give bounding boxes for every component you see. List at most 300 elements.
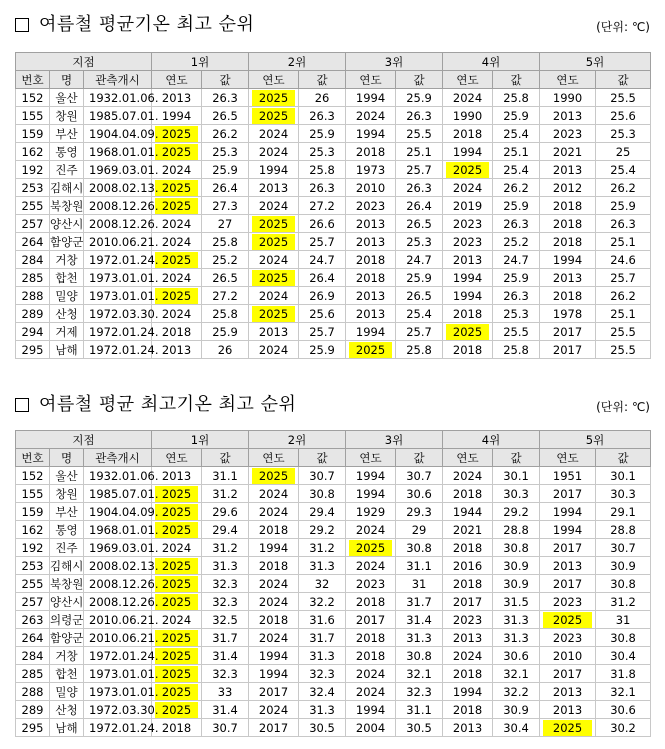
year-value: 2025: [155, 576, 198, 592]
year-value: 2013: [355, 306, 386, 321]
rank-4-year: [443, 539, 493, 557]
rank-4-year: [443, 161, 493, 179]
rank-5-value: 31.8: [596, 665, 651, 683]
rank-4-value: 25.4: [493, 125, 540, 143]
station-number: 152: [16, 467, 50, 485]
table-row: [16, 629, 651, 647]
rank-5-value: 29.1: [596, 503, 651, 521]
table-row: [16, 161, 651, 179]
rank-1-year: [152, 611, 202, 629]
rank-2-value: 31.7: [299, 629, 346, 647]
rank-2-value: 32.3: [299, 665, 346, 683]
rank-5-year: [540, 539, 596, 557]
header-column: 값: [596, 71, 651, 89]
year-value: 2012: [552, 180, 583, 195]
year-value: 2024: [452, 468, 483, 483]
year-value: 2024: [258, 504, 289, 519]
station-number: 253: [16, 557, 50, 575]
rank-4-value: 30.9: [493, 701, 540, 719]
year-value: 2018: [452, 666, 483, 681]
rank-2-value: 30.5: [299, 719, 346, 737]
year-value: 2017: [552, 576, 583, 591]
rank-2-value: 29.2: [299, 521, 346, 539]
rank-5-year: [540, 179, 596, 197]
section2-table: [15, 430, 651, 737]
rank-4-year: [443, 719, 493, 737]
year-value: 1994: [452, 288, 483, 303]
year-value: 1929: [355, 504, 386, 519]
rank-5-value: 25.5: [596, 341, 651, 359]
rank-1-value: 29.6: [202, 503, 249, 521]
year-value: 2013: [452, 252, 483, 267]
rank-5-year: [540, 215, 596, 233]
rank-5-year: [540, 143, 596, 161]
rank-2-value: 31.3: [299, 647, 346, 665]
rank-4-year: [443, 503, 493, 521]
rank-1-year: [152, 125, 202, 143]
rank-5-value: 30.7: [596, 539, 651, 557]
rank-4-value: 30.9: [493, 557, 540, 575]
rank-2-year: [249, 611, 299, 629]
table-row: [16, 575, 651, 593]
rank-1-value: 31.2: [202, 539, 249, 557]
rank-5-value: 25.3: [596, 125, 651, 143]
rank-4-value: 28.8: [493, 521, 540, 539]
observation-start: 2008.12.26.: [84, 215, 152, 233]
year-value: 2024: [452, 180, 483, 195]
year-value: 2023: [452, 612, 483, 627]
rank-3-year: [346, 179, 396, 197]
rank-2-year: [249, 683, 299, 701]
year-value: 1994: [452, 684, 483, 699]
rank-4-year: [443, 665, 493, 683]
header-column: 관측개시: [84, 449, 152, 467]
rank-2-value: 32.2: [299, 593, 346, 611]
header-rank-5: 5위: [540, 431, 651, 449]
year-value: 2025: [155, 126, 198, 142]
rank-5-year: [540, 701, 596, 719]
rank-3-year: [346, 575, 396, 593]
rank-5-value: 26.2: [596, 179, 651, 197]
station-name: 합천: [50, 665, 84, 683]
observation-start: 1904.04.09.: [84, 125, 152, 143]
year-value: 2025: [155, 648, 198, 664]
rank-1-year: [152, 287, 202, 305]
rank-1-value: 27.2: [202, 287, 249, 305]
rank-4-year: [443, 557, 493, 575]
rank-5-value: 26.3: [596, 215, 651, 233]
rank-4-value: 29.2: [493, 503, 540, 521]
rank-2-value: 30.8: [299, 485, 346, 503]
rank-5-value: 24.6: [596, 251, 651, 269]
rank-5-value: 28.8: [596, 521, 651, 539]
rank-4-value: 31.3: [493, 629, 540, 647]
rank-5-year: [540, 341, 596, 359]
rank-1-value: 32.5: [202, 611, 249, 629]
rank-2-value: 26: [299, 89, 346, 107]
rank-5-value: 31: [596, 611, 651, 629]
year-value: 2024: [161, 216, 192, 231]
year-value: 1994: [552, 522, 583, 537]
rank-2-value: 32.4: [299, 683, 346, 701]
rank-1-value: 29.4: [202, 521, 249, 539]
rank-5-value: 30.9: [596, 557, 651, 575]
year-value: 1990: [552, 90, 583, 105]
rank-2-value: 25.6: [299, 305, 346, 323]
year-value: 2018: [258, 522, 289, 537]
header-column: 연도: [346, 71, 396, 89]
rank-2-value: 30.7: [299, 467, 346, 485]
rank-2-value: 24.7: [299, 251, 346, 269]
header-rank-5: 5위: [540, 53, 651, 71]
header-column: 연도: [152, 71, 202, 89]
rank-1-value: 30.7: [202, 719, 249, 737]
rank-1-year: [152, 701, 202, 719]
station-name: 부산: [50, 125, 84, 143]
year-value: 2018: [552, 234, 583, 249]
rank-4-value: 25.9: [493, 269, 540, 287]
rank-4-year: [443, 647, 493, 665]
rank-2-year: [249, 161, 299, 179]
table-row: [16, 323, 651, 341]
rank-2-value: 31.3: [299, 557, 346, 575]
rank-3-value: 29: [396, 521, 443, 539]
header-column: 값: [596, 449, 651, 467]
rank-3-year: [346, 719, 396, 737]
year-value: 2025: [446, 162, 489, 178]
rank-2-year: [249, 251, 299, 269]
rank-5-value: 32.1: [596, 683, 651, 701]
rank-5-value: 25.7: [596, 269, 651, 287]
rank-4-value: 24.7: [493, 251, 540, 269]
observation-start: 2008.12.26.: [84, 575, 152, 593]
station-name: 창원: [50, 485, 84, 503]
rank-3-value: 25.3: [396, 233, 443, 251]
year-value: 2024: [258, 630, 289, 645]
rank-3-year: [346, 215, 396, 233]
rank-2-value: 27.2: [299, 197, 346, 215]
rank-3-value: 30.7: [396, 467, 443, 485]
station-number: 192: [16, 539, 50, 557]
table-row: [16, 179, 651, 197]
rank-1-year: [152, 485, 202, 503]
observation-start: 2008.12.26.: [84, 197, 152, 215]
header-rank-3: 3위: [346, 53, 443, 71]
rank-4-value: 32.2: [493, 683, 540, 701]
rank-4-value: 25.4: [493, 161, 540, 179]
year-value: 2018: [452, 342, 483, 357]
header-column: 번호: [16, 71, 50, 89]
station-name: 김해시: [50, 558, 84, 573]
rank-2-year: [249, 269, 299, 287]
header-column: 값: [299, 449, 346, 467]
station-name: 북창원: [50, 198, 84, 213]
rank-1-value: 25.9: [202, 161, 249, 179]
rank-5-year: [540, 719, 596, 737]
year-value: 2024: [355, 522, 386, 537]
header-column: 관측개시: [84, 71, 152, 89]
year-value: 2024: [258, 252, 289, 267]
rank-4-value: 25.5: [493, 323, 540, 341]
rank-1-year: [152, 521, 202, 539]
observation-start: 2008.12.26.: [84, 593, 152, 611]
rank-1-year: [152, 575, 202, 593]
rank-2-year: [249, 557, 299, 575]
rank-4-value: 25.1: [493, 143, 540, 161]
rank-5-value: 30.3: [596, 485, 651, 503]
station-name: 진주: [50, 161, 84, 179]
year-value: 2024: [355, 666, 386, 681]
rank-2-year: [249, 575, 299, 593]
rank-1-value: 31.2: [202, 485, 249, 503]
year-value: 2013: [552, 558, 583, 573]
year-value: 2010: [552, 648, 583, 663]
rank-4-year: [443, 323, 493, 341]
year-value: 2025: [252, 306, 295, 322]
year-value: 1994: [355, 702, 386, 717]
year-value: 2013: [552, 702, 583, 717]
section1-table: [15, 52, 651, 359]
rank-1-value: 26.3: [202, 89, 249, 107]
rank-4-value: 25.9: [493, 197, 540, 215]
year-value: 2024: [258, 594, 289, 609]
table-row: [16, 233, 651, 251]
rank-2-year: [249, 143, 299, 161]
table-row: [16, 701, 651, 719]
station-name: 남해: [50, 719, 84, 737]
year-value: 2025: [155, 180, 198, 196]
year-value: 1994: [355, 486, 386, 501]
rank-2-year: [249, 305, 299, 323]
rank-4-value: 30.3: [493, 485, 540, 503]
year-value: 2013: [452, 630, 483, 645]
year-value: 2017: [452, 594, 483, 609]
station-number: 152: [16, 89, 50, 107]
observation-start: 1972.01.24.: [84, 323, 152, 341]
table-row: [16, 215, 651, 233]
rank-5-value: 25.4: [596, 161, 651, 179]
rank-1-value: 27: [202, 215, 249, 233]
header-column: 명: [50, 449, 84, 467]
rank-5-year: [540, 233, 596, 251]
rank-1-year: [152, 593, 202, 611]
rank-3-year: [346, 539, 396, 557]
table-row: [16, 647, 651, 665]
year-value: 2018: [355, 648, 386, 663]
rank-3-year: [346, 341, 396, 359]
rank-5-value: 26.2: [596, 287, 651, 305]
rank-3-value: 31.3: [396, 629, 443, 647]
year-value: 1994: [552, 252, 583, 267]
rank-3-value: 31.7: [396, 593, 443, 611]
year-value: 2025: [155, 702, 198, 718]
rank-4-year: [443, 593, 493, 611]
rank-1-year: [152, 683, 202, 701]
checkbox-square-icon: [15, 18, 29, 32]
station-name: 울산: [50, 467, 84, 485]
year-value: 2010: [355, 180, 386, 195]
station-name: 거창: [50, 251, 84, 269]
rank-1-value: 25.8: [202, 305, 249, 323]
year-value: 2013: [161, 468, 192, 483]
rank-2-year: [249, 629, 299, 647]
rank-3-value: 31.1: [396, 701, 443, 719]
year-value: 2025: [155, 594, 198, 610]
rank-5-year: [540, 593, 596, 611]
station-name: 통영: [50, 521, 84, 539]
rank-5-value: 25.1: [596, 305, 651, 323]
rank-2-year: [249, 521, 299, 539]
year-value: 1994: [355, 126, 386, 141]
rank-4-year: [443, 143, 493, 161]
year-value: 1994: [452, 144, 483, 159]
rank-2-value: 29.4: [299, 503, 346, 521]
year-value: 2013: [258, 180, 289, 195]
year-value: 2018: [161, 720, 192, 735]
section1-title: 여름철 평균기온 최고 순위: [39, 14, 255, 35]
rank-3-value: 25.9: [396, 269, 443, 287]
rank-5-year: [540, 683, 596, 701]
rank-5-year: [540, 323, 596, 341]
rank-5-year: [540, 269, 596, 287]
year-value: 2013: [355, 234, 386, 249]
year-value: 2025: [155, 522, 198, 538]
table-row: [16, 683, 651, 701]
table-row: [16, 125, 651, 143]
year-value: 2017: [552, 342, 583, 357]
rank-4-year: [443, 305, 493, 323]
rank-1-year: [152, 107, 202, 125]
year-value: 2025: [155, 684, 198, 700]
rank-1-year: [152, 215, 202, 233]
rank-2-value: 25.9: [299, 341, 346, 359]
observation-start: 1904.04.09.: [84, 503, 152, 521]
rank-3-year: [346, 593, 396, 611]
rank-2-value: 26.4: [299, 269, 346, 287]
rank-2-year: [249, 215, 299, 233]
rank-3-year: [346, 647, 396, 665]
header-station: 지점: [16, 53, 152, 71]
section2-title: 여름철 평균 최고기온 최고 순위: [39, 394, 297, 415]
rank-3-value: 31: [396, 575, 443, 593]
rank-4-value: 25.9: [493, 107, 540, 125]
station-number: 192: [16, 161, 50, 179]
rank-4-value: 30.4: [493, 719, 540, 737]
year-value: 2025: [155, 486, 198, 502]
rank-3-year: [346, 611, 396, 629]
rank-4-year: [443, 341, 493, 359]
year-value: 1994: [552, 504, 583, 519]
observation-start: 1972.01.24.: [84, 647, 152, 665]
rank-2-year: [249, 719, 299, 737]
year-value: 2021: [552, 144, 583, 159]
year-value: 2024: [258, 576, 289, 591]
rank-3-year: [346, 197, 396, 215]
rank-2-year: [249, 107, 299, 125]
header-rank-1: 1위: [152, 53, 249, 71]
station-name: 함양군: [50, 630, 84, 645]
station-number: 288: [16, 287, 50, 305]
rank-5-year: [540, 665, 596, 683]
station-name: 남해: [50, 341, 84, 359]
rank-5-value: 30.4: [596, 647, 651, 665]
year-value: 2024: [355, 558, 386, 573]
year-value: 2004: [355, 720, 386, 735]
station-name: 거창: [50, 647, 84, 665]
observation-start: 1932.01.06.: [84, 467, 152, 485]
year-value: 2018: [258, 558, 289, 573]
observation-start: 1972.01.24.: [84, 251, 152, 269]
year-value: 1944: [452, 504, 483, 519]
rank-3-value: 25.7: [396, 323, 443, 341]
rank-5-value: 30.8: [596, 629, 651, 647]
observation-start: 1973.01.01.: [84, 287, 152, 305]
rank-3-value: 31.1: [396, 557, 443, 575]
year-value: 2018: [552, 288, 583, 303]
observation-start: 2010.06.21.: [84, 611, 152, 629]
station-name: 양산시: [50, 216, 84, 231]
rank-2-value: 25.3: [299, 143, 346, 161]
rank-5-year: [540, 287, 596, 305]
rank-3-value: 25.1: [396, 143, 443, 161]
rank-1-value: 26.5: [202, 269, 249, 287]
year-value: 2016: [452, 558, 483, 573]
station-number: 263: [16, 611, 50, 629]
year-value: 1994: [258, 648, 289, 663]
rank-2-year: [249, 503, 299, 521]
rank-3-value: 26.5: [396, 215, 443, 233]
rank-5-value: 25.1: [596, 233, 651, 251]
rank-3-year: [346, 233, 396, 251]
year-value: 2025: [155, 144, 198, 160]
header-column: 연도: [249, 449, 299, 467]
rank-1-value: 25.2: [202, 251, 249, 269]
station-number: 288: [16, 683, 50, 701]
observation-start: 1972.03.30.: [84, 305, 152, 323]
rank-3-year: [346, 305, 396, 323]
rank-4-value: 30.9: [493, 575, 540, 593]
header-column: 연도: [249, 71, 299, 89]
rank-3-value: 25.9: [396, 89, 443, 107]
rank-1-year: [152, 143, 202, 161]
year-value: 2024: [258, 288, 289, 303]
station-name: 밀양: [50, 287, 84, 305]
year-value: 2023: [552, 126, 583, 141]
rank-3-year: [346, 665, 396, 683]
year-value: 2024: [258, 342, 289, 357]
rank-3-year: [346, 323, 396, 341]
rank-5-year: [540, 611, 596, 629]
year-value: 1994: [161, 108, 192, 123]
observation-start: 1973.01.01.: [84, 665, 152, 683]
observation-start: 1973.01.01.: [84, 683, 152, 701]
rank-2-value: 26.9: [299, 287, 346, 305]
header-rank-4: 4위: [443, 53, 540, 71]
year-value: 2024: [258, 486, 289, 501]
rank-5-value: 30.2: [596, 719, 651, 737]
rank-1-value: 32.3: [202, 593, 249, 611]
rank-3-year: [346, 125, 396, 143]
year-value: 2013: [552, 684, 583, 699]
rank-2-year: [249, 539, 299, 557]
rank-3-value: 30.5: [396, 719, 443, 737]
table-row: [16, 557, 651, 575]
station-number: 162: [16, 143, 50, 161]
rank-4-value: 25.2: [493, 233, 540, 251]
year-value: 1990: [452, 108, 483, 123]
year-value: 2023: [552, 630, 583, 645]
header-column: 연도: [346, 449, 396, 467]
